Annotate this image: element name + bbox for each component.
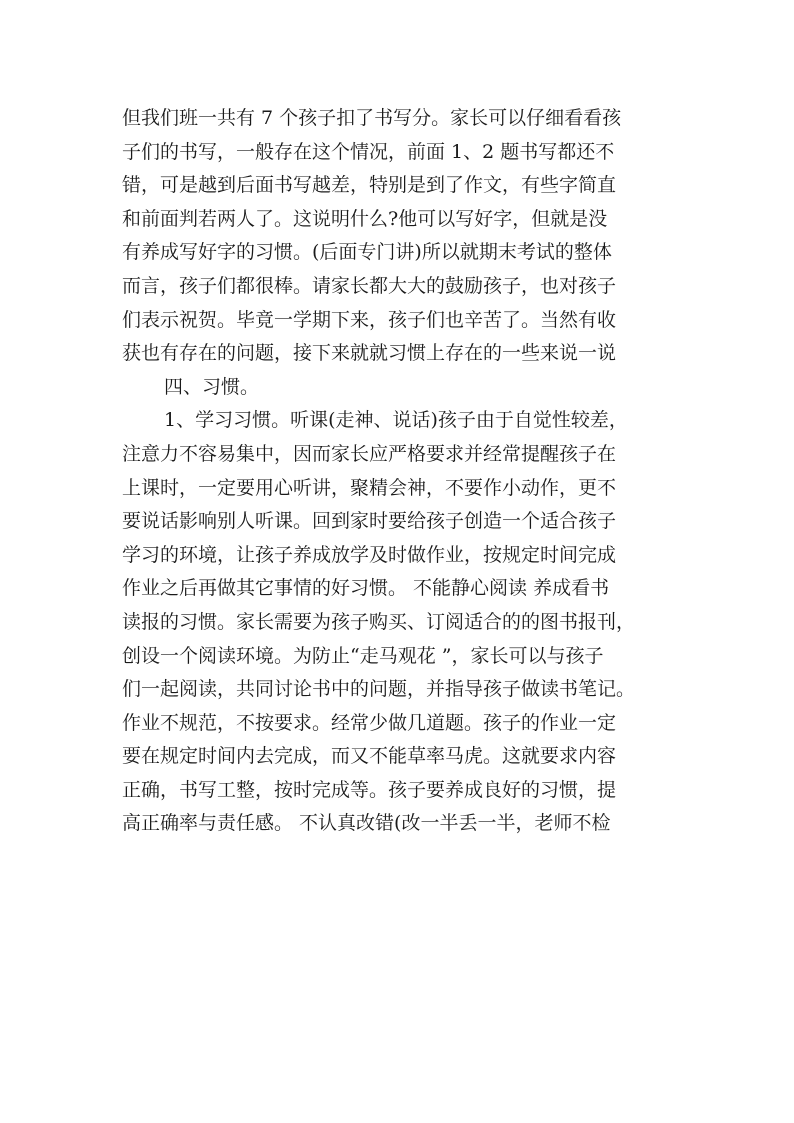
text-line: 学习的环境，让孩子养成放学及时做作业，按规定时间完成 (122, 543, 617, 566)
text-line: 要在规定时间内去完成，而又不能草率马虎。这就要求内容 (122, 745, 617, 768)
text-line: 创设一个阅读环境。为防止“走马观花 ”，家长可以与孩子 (122, 644, 604, 667)
text-line: 错，可是越到后面书写越差，特别是到了作文，有些字简直 (122, 174, 617, 197)
text-line: 们一起阅读，共同讨论书中的问题，并指导孩子做读书笔记。 (122, 678, 636, 701)
text-line: 子们的书写，一般存在这个情况，前面 1、2 题书写都还不 (122, 140, 615, 163)
text-line: 注意力不容易集中，因而家长应严格要求并经常提醒孩子在 (122, 442, 617, 465)
text-line: 们表示祝贺。毕竟一学期下来，孩子们也辛苦了。当然有收 (122, 308, 617, 331)
text-line: 和前面判若两人了。这说明什么?他可以写好字，但就是没 (122, 207, 608, 230)
text-line: 上课时，一定要用心听讲，聚精会神，不要作小动作，更不 (122, 476, 617, 499)
section-heading: 四、习惯。 (164, 375, 260, 398)
text-line: 正确，书写工整，按时完成等。孩子要养成良好的习惯，提 (122, 778, 617, 801)
paragraph-start-line: 1、学习习惯。听课(走神、说话)孩子由于自觉性较差， (164, 409, 628, 432)
body-text (122, 102, 682, 841)
text-line: 有养成写好字的习惯。(后面专门讲)所以就期末考试的整体 (122, 241, 612, 264)
text-line: 要说话影响别人听课。回到家时要给孩子创造一个适合孩子 (122, 510, 617, 533)
text-line: 获也有存在的问题，接下来就就习惯上存在的一些来说一说 (122, 342, 617, 365)
text-line: 作业之后再做其它事情的好习惯。 不能静心阅读 养成看书 (122, 577, 610, 600)
text-line: 读报的习惯。家长需要为孩子购买、订阅适合的的图书报刊， (122, 610, 636, 633)
text-line: 但我们班一共有 7 个孩子扣了书写分。家长可以仔细看看孩 (122, 107, 622, 129)
text-line: 而言，孩子们都很棒。请家长都大大的鼓励孩子，也对孩子 (122, 274, 617, 297)
text-line: 高正确率与责任感。 不认真改错(改一半丢一半，老师不检 (122, 812, 611, 835)
text-line: 作业不规范，不按要求。经常少做几道题。孩子的作业一定 (122, 711, 617, 734)
